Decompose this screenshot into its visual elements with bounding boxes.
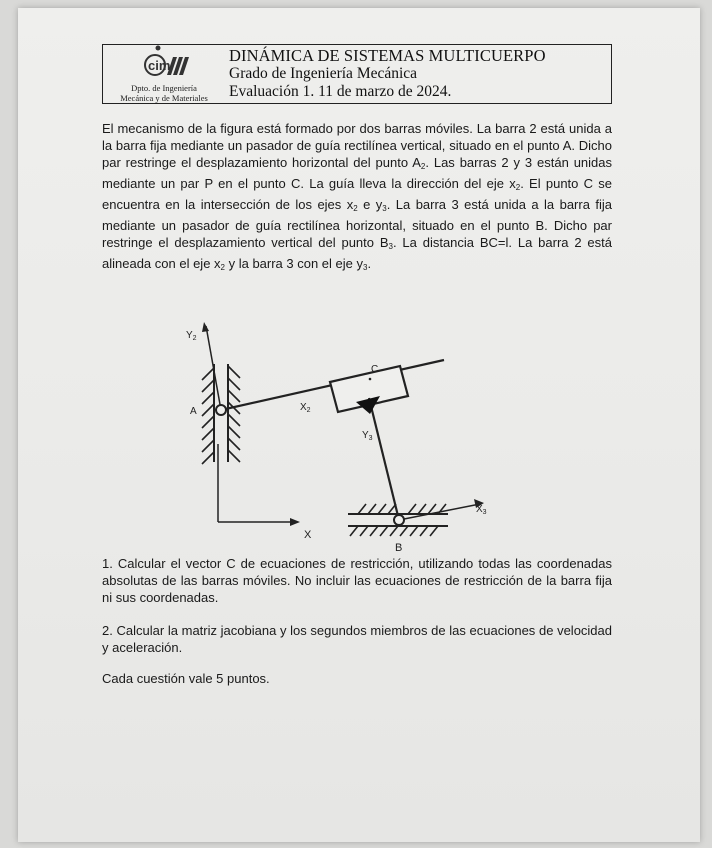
label-x2: $X_2$ <box>300 402 311 414</box>
label-y2: $Y_2$ <box>186 330 197 342</box>
dept-line-2: Mecánica y de Materiales <box>120 93 208 103</box>
arrowhead-x <box>290 518 300 526</box>
ground-hatching-bottom <box>350 526 438 536</box>
degree-name: Grado de Ingeniería Mecánica <box>229 65 418 82</box>
points-note: Cada cuestión vale 5 puntos. <box>102 671 270 686</box>
evaluation-date: Evaluación 1. 11 de marzo de 2024. <box>229 83 452 100</box>
exam-header <box>102 44 612 104</box>
department-logo <box>103 45 225 102</box>
label-b: B <box>395 542 403 554</box>
bar-3 <box>369 398 399 520</box>
label-x3: $X_3$ <box>476 504 487 516</box>
dept-line-1: Dpto. de Ingeniería <box>131 83 197 93</box>
pin-a <box>216 405 226 415</box>
axis-x3 <box>399 504 480 520</box>
header-text <box>229 47 546 101</box>
label-a: A <box>190 406 197 417</box>
logo-text: cim <box>148 58 171 73</box>
question-2: 2. Calcular la matriz jacobiana y los segundos miembros de las ecuaciones de velocidad y aceleración. <box>102 623 612 655</box>
label-y3: $Y_3$ <box>362 430 373 442</box>
guide-hatching-right <box>228 366 240 462</box>
question-1: 1. Calcular el vector C de ecuaciones de restricción, utilizando todas las coordenadas absolutas de las barras móviles. No incluir las ecuaciones de restricción de la barra fija ni sus coordenadas. <box>102 556 612 605</box>
problem-statement: El mecanismo de la figura está formado por dos barras móviles. La barra 2 está unida a la barra fija mediante un pasador de guía rectilínea vertical, situado en el punto A. Dicho par restringe el desplazamiento horizontal del punto $A_2$. Las barras 2 y 3 están unidas mediante un par P en el punto C. La guía lleva la dirección del eje $x_2$. El punto C se encuentra en la intersección de los ejes $x_2$ e $y_3$. La barra 3 está unida a la barra fija mediante un pasador de guía rectilínea horizontal, situado en el punto B. Dicho par restringe el desplazamiento vertical del punto $B_3$. La distancia BC=l. La barra 2 está alineada con el eje $x_2$ y la barra 3 con el eje $y_3$. <box>102 121 612 272</box>
label-c: C <box>371 364 379 375</box>
course-title: DINÁMICA DE SISTEMAS MULTICUERPO <box>229 46 546 65</box>
label-x: X <box>304 529 312 541</box>
cim-logo-icon <box>141 45 191 83</box>
ground-hatching-top <box>358 504 446 514</box>
guide-hatching-left <box>202 368 214 464</box>
mechanism-figure <box>150 312 510 556</box>
pin-b <box>394 515 404 525</box>
point-c <box>369 378 372 381</box>
arrowhead-y2 <box>202 322 209 332</box>
